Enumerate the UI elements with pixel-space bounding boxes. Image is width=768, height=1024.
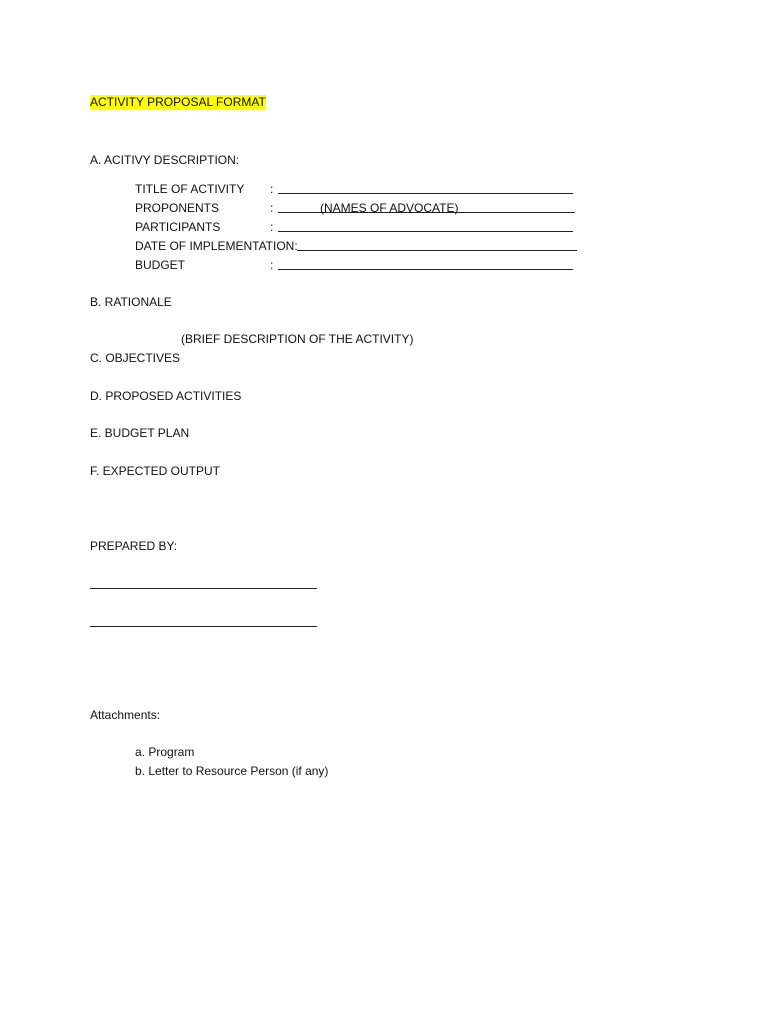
rationale-note: (BRIEF DESCRIPTION OF THE ACTIVITY) xyxy=(181,332,414,346)
fill-line-participants[interactable] xyxy=(278,231,573,232)
field-colon-budget: : xyxy=(270,258,274,272)
attachments-heading: Attachments: xyxy=(90,708,161,722)
fill-line-title[interactable] xyxy=(278,193,573,194)
section-c-heading: C. OBJECTIVES xyxy=(90,351,181,365)
field-label-title: TITLE OF ACTIVITY xyxy=(135,182,245,196)
document-title: ACTIVITY PROPOSAL FORMAT xyxy=(90,95,266,109)
section-a-heading: A. ACITIVY DESCRIPTION: xyxy=(90,153,240,167)
attachment-item: a. Program xyxy=(135,745,195,759)
fill-line-budget[interactable] xyxy=(278,269,573,270)
section-f-heading: F. EXPECTED OUTPUT xyxy=(90,464,221,478)
fill-line-date[interactable] xyxy=(297,250,577,251)
section-d-heading: D. PROPOSED ACTIVITIES xyxy=(90,389,242,403)
field-label-budget: BUDGET xyxy=(135,258,186,272)
prepared-by-label: PREPARED BY: xyxy=(90,539,178,553)
signature-line-1[interactable] xyxy=(90,588,317,589)
field-label-proponents: PROPONENTS xyxy=(135,201,220,215)
field-label-participants: PARTICIPANTS xyxy=(135,220,221,234)
section-e-heading: E. BUDGET PLAN xyxy=(90,426,190,440)
field-colon-participants: : xyxy=(270,220,274,234)
attachment-item: b. Letter to Resource Person (if any) xyxy=(135,764,329,778)
signature-line-2[interactable] xyxy=(90,626,317,627)
field-label-date: DATE OF IMPLEMENTATION: xyxy=(135,239,298,253)
field-value-proponents: (NAMES OF ADVOCATE) xyxy=(320,201,459,215)
field-colon-proponents: : xyxy=(270,201,274,215)
section-b-heading: B. RATIONALE xyxy=(90,295,172,309)
field-colon-title: : xyxy=(270,182,274,196)
